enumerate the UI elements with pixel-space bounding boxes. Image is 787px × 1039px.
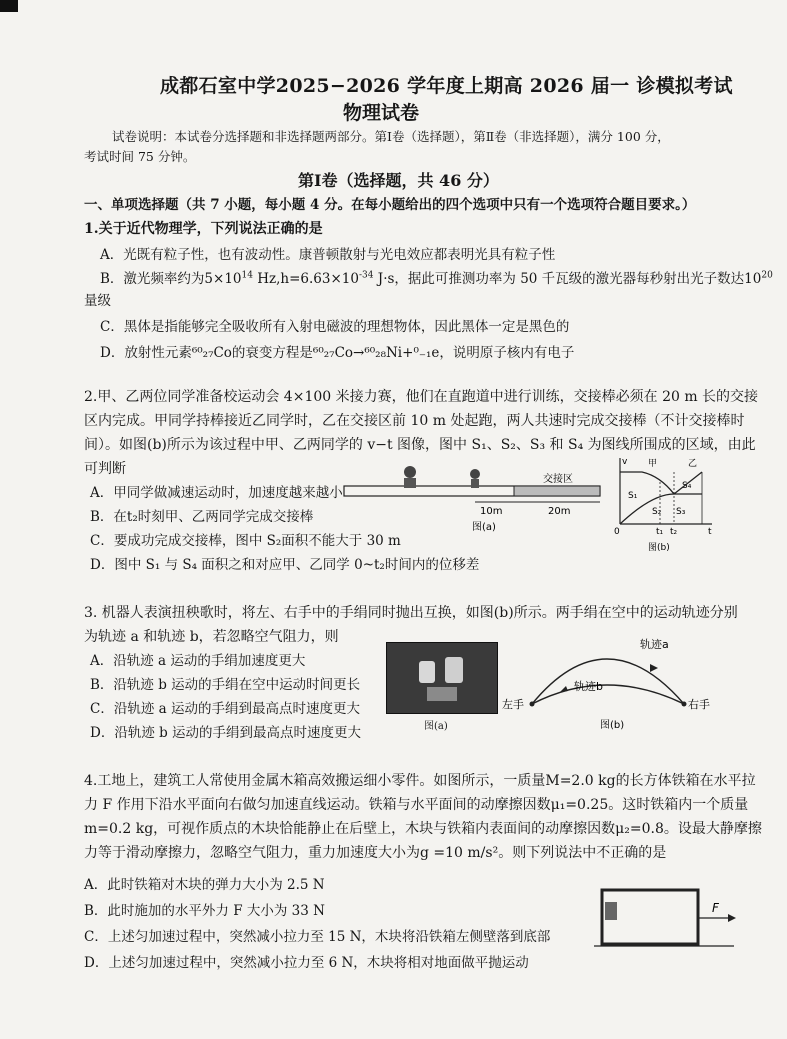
q4-line3: m=0.2 kg，可视作质点的木块恰能静止在后壁上，木块与铁箱内表面间的动摩擦因数μ₂=0.8。设最大静摩擦: [84, 821, 762, 837]
fig-b-axis-v: v: [622, 457, 628, 467]
exam-title: 成都石室中学2025−2026 学年度上期高 2026 届一 诊模拟考试: [160, 75, 733, 97]
q2-figure-a: [340, 462, 606, 534]
q3-caption-a: 图(a): [424, 721, 448, 732]
scan-corner-mark: [0, 0, 18, 12]
runner-yi: [470, 469, 480, 479]
q4-force-label: F: [712, 901, 719, 915]
q1-option-c: C．黑体是指能够完全吸收所有入射电磁波的理想物体，因此黑体一定是黑色的: [100, 319, 570, 335]
q4-line2: 力 F 作用下沿水平面向右做匀加速直线运动。铁箱与水平面间的动摩擦因数μ₁=0.25。这时铁箱内一个质量: [84, 797, 749, 813]
q2-line1: 2.甲、乙两位同学准备校运动会 4×100 米接力赛，他们在直跑道中进行训练，交接棒必须在 20 m 长的交接: [84, 389, 759, 405]
part-heading: 一、单项选择题（共 7 小题，每小题 4 分。在每小题给出的四个选项中只有一个选项符合题目要求。）: [84, 197, 696, 213]
q3-option-a: A．沿轨迹 a 运动的手绢加速度更大: [90, 653, 306, 669]
q2-option-a: A．甲同学做减速运动时，加速度越来越小: [90, 485, 343, 501]
exchange-zone: [514, 486, 600, 496]
q2-line3: 间）。如图(b)所示为该过程中甲、乙两同学的 v−t 图像，图中 S₁、S₂、S₃ 和 S₄ 为图线所围成的区域，由此: [84, 437, 756, 453]
fig-a-caption: 图(a): [472, 522, 496, 533]
q1-b-exp3: 20: [761, 270, 773, 281]
robot-left: [419, 661, 435, 683]
q3-option-d: D．沿轨迹 b 运动的手绢到最高点时速度更大: [90, 725, 362, 741]
q2-option-b: B．在t₂时刻甲、乙两同学完成交接棒: [90, 509, 314, 525]
force-arrow-head: [728, 914, 736, 922]
q1-option-d: [100, 344, 574, 362]
q3-option-c: C．沿轨迹 a 运动的手绢到最高点时速度更大: [90, 701, 360, 717]
fig-b-tick-t1: t₁: [656, 527, 664, 537]
stage: [427, 687, 457, 701]
q4-line1: 4.工地上，建筑工人常使用金属木箱高效搬运细小零件。如图所示，一质量M=2.0 kg的长方体铁箱在水平拉: [84, 773, 756, 789]
q3-track-a: 轨迹a: [640, 638, 669, 651]
fig-b-curve2: 乙: [688, 459, 698, 469]
fig-b-caption: 图(b): [648, 543, 670, 553]
q2-line2: 区内完成。甲同学持棒接近乙同学时，乙在交接区前 10 m 处起跑，两人共速时完成交接棒（不计交接棒时: [84, 413, 745, 429]
q3-right-hand: 右手: [688, 698, 710, 711]
q3-option-b: B．沿轨迹 b 运动的手绢在空中运动时间更长: [90, 677, 361, 693]
q1-stem: 1.关于近代物理学，下列说法正确的是: [84, 221, 323, 237]
arrow-a: [650, 664, 658, 672]
q1-b-exp1: 14: [241, 270, 253, 281]
q1-option-b: [100, 270, 773, 288]
trajectory-b: [532, 685, 684, 704]
q3-track-b: 轨迹b: [574, 680, 603, 693]
q1-b-part2: Hz,h=6.63×10: [252, 271, 359, 287]
q3-line1: 3. 机器人表演扭秧歌时，将左、右手中的手绢同时抛出互换，如图(b)所示。两手绢在空中的运动轨迹分别: [84, 605, 738, 621]
runner-jia-body: [404, 478, 416, 488]
fig-b-axis-t: t: [708, 527, 712, 537]
instructions-line1: 试卷说明：本试卷分选择题和非选择题两部分。第Ⅰ卷（选择题），第Ⅱ卷（非选择题），满分 100 分，: [112, 129, 670, 144]
fig-b-tick-t2: t₂: [670, 527, 678, 537]
q4-option-b: B．此时施加的水平外力 F 大小为 33 N: [84, 903, 325, 919]
runner-yi-body: [471, 479, 479, 488]
runner-jia: [404, 466, 416, 478]
fig-b-curve1: 甲: [648, 459, 658, 469]
left-hand-point: [530, 702, 535, 707]
q3-figure-b: [500, 634, 720, 734]
q2-option-d: D．图中 S₁ 与 S₄ 面积之和对应甲、乙同学 0~t₂时间内的位移差: [90, 557, 480, 573]
q1-d-nuclide: ⁶⁰₂₇Co的衰变方程是⁶⁰₂₇Co→⁶⁰₂₈Ni+⁰₋₁e: [191, 345, 440, 361]
q4-option-a: A．此时铁箱对木块的弹力大小为 2.5 N: [84, 877, 325, 893]
q2-figure-b: [612, 454, 716, 558]
q4-option-c: C．上述匀加速过程中，突然减小拉力至 15 N，木块将沿铁箱左侧壁落到底部: [84, 929, 551, 945]
q1-b-part3: J·s，据此可推测功率为 50 千瓦级的激光器每秒射出光子数达10: [373, 271, 762, 287]
q1-option-a: A．光既有粒子性，也有波动性。康普顿散射与光电效应都表明光具有粒子性: [100, 247, 556, 263]
fig-b-s4: S₄: [682, 481, 692, 491]
q1-b-part1: B．激光频率约为5×10: [100, 271, 242, 287]
q3-caption-b: 图(b): [600, 720, 625, 731]
q3-line2: 为轨迹 a 和轨迹 b，若忽略空气阻力，则: [84, 629, 339, 645]
wood-block: [605, 902, 617, 920]
exam-subtitle: 物理试卷: [343, 102, 420, 124]
q3-left-hand: 左手: [502, 698, 524, 711]
fig-b-s3: S₃: [676, 507, 686, 517]
trajectory-a: [532, 659, 684, 704]
fig-b-tick-0: 0: [614, 527, 620, 537]
q2-option-c: C．要成功完成交接棒，图中 S₂面积不能大于 30 m: [90, 533, 401, 549]
q4-option-d: D．上述匀加速过程中，突然减小拉力至 6 N，木块将相对地面做平抛运动: [84, 955, 529, 971]
right-hand-point: [682, 702, 687, 707]
q1-d-part2: ，说明原子核内有电子: [439, 345, 575, 361]
fig-a-zone-label: 交接区: [543, 474, 573, 485]
instructions-line2: 考试时间 75 分钟。: [84, 149, 196, 164]
q4-line4: 力等于滑动摩擦力，忽略空气阻力，重力加速度大小为g =10 m/s²。则下列说法中不正确的是: [84, 845, 667, 861]
section-title: 第Ⅰ卷（选择题，共 46 分）: [298, 171, 499, 190]
q4-figure: [594, 884, 744, 956]
fig-a-dist2: 20m: [548, 506, 571, 517]
q1-option-b-cont: 量级: [84, 293, 111, 309]
fig-a-dist1: 10m: [480, 506, 503, 517]
robot-right: [445, 657, 463, 683]
arrow-b: [560, 686, 568, 692]
q2-line4: 可判断: [84, 461, 126, 477]
q1-d-part1: D．放射性元素: [100, 345, 192, 361]
fig-b-s2: S₂: [652, 507, 662, 517]
q3-photo: [386, 642, 498, 714]
q1-b-exp2: -34: [358, 270, 374, 281]
fig-b-s1: S₁: [628, 491, 638, 501]
